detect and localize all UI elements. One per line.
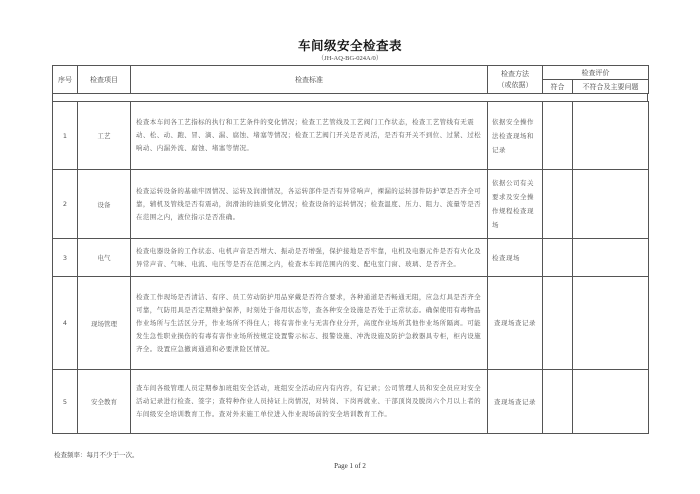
row-nonconform[interactable]: [573, 370, 649, 434]
header-item: 检查项目: [78, 66, 131, 94]
table-row: [53, 370, 649, 434]
row-nonconform[interactable]: [573, 239, 649, 277]
row-item: 设备: [78, 170, 131, 239]
row-no: 4: [53, 277, 78, 370]
row-conform[interactable]: [543, 170, 573, 239]
row-conform[interactable]: [543, 370, 573, 434]
table-row: [53, 277, 649, 370]
page-title: 车间级安全检查表: [297, 38, 402, 53]
header-method: [488, 66, 543, 94]
header-method-line1: 检查方法: [501, 69, 529, 78]
table-row: [53, 239, 649, 277]
row-method: 依据安全操作法检查现场和记录: [488, 102, 543, 170]
row-no: 2: [53, 170, 78, 239]
row-method: 依据公司有关要求及安全操作规程检查现场: [488, 170, 543, 239]
row-item: 现场管理: [78, 277, 131, 370]
row-nonconform[interactable]: [573, 277, 649, 370]
row-nonconform[interactable]: [573, 170, 649, 239]
header-evaluation: 检查评价: [543, 66, 649, 80]
row-standard: 检查本车间各工艺指标的执行和工艺条件的变化情况；检查工艺管线及工艺阀门工作状态，检查工艺管线有无震动、松、动、跑、冒、滴、漏、腐蚀、堵塞等情况；检查工艺阀门开关是否灵活，是否有开关不到位、过紧、过松响动、内漏外流、腐蚀、堵塞等情况。: [131, 102, 488, 170]
table-header: [52, 65, 649, 94]
header-nonconform: 不符合及主要问题: [573, 80, 649, 94]
row-nonconform[interactable]: [573, 102, 649, 170]
row-standard: 检查工作现场是否清洁、有序、员工劳动防护用品穿戴是否符合要求，各种通道是否畅通无阻，应急灯具是否齐全可靠，气防用具是否定期维护保养，时刻处于备用状态等，查各种安全设施是否处于正常状态。确保使用有毒物品作业场所与生活区分开，作业场所不得住人；将有害作业与无害作业分开，高度作业场所其他作业场所隔离。可能发生急性职业损伤的有毒有害作业场所按规定设置警示标志、报警设施、冲洗设施及防护急救器具专柜，柜内设施齐全。设置应急撤离通道和必要泄险区情况。: [131, 277, 488, 370]
row-method: 检查现场: [488, 239, 543, 277]
row-item: 工艺: [78, 102, 131, 170]
row-conform[interactable]: [543, 277, 573, 370]
row-method: 查现场查记录: [488, 370, 543, 434]
header-no: 序号: [53, 66, 78, 94]
header-standard: 检查标准: [131, 66, 488, 94]
table-row: [53, 102, 649, 170]
row-conform[interactable]: [543, 102, 573, 170]
row-standard: 检查运转设备的基础牢固情况、运转及润滑情况，各运转部件是否有异常响声，裸漏的运转部件防护罩是否齐全可靠，辅机及管线是否有震动，润滑油的油质变化情况；检查设备的运转情况；检查温度、压力、阻力、流量等是否在范围之内，液位指示是否准确。: [131, 170, 488, 239]
row-no: 3: [53, 239, 78, 277]
inspection-frequency: 检查频率：每月不少于一次。: [54, 451, 139, 459]
row-conform[interactable]: [543, 239, 573, 277]
page-number: Page 1 of 2: [334, 462, 366, 470]
row-standard: 查车间各级管理人员定期参加班组安全活动，班组安全活动应内有内容，有记录；公司管理人员和安全员应对安全活动记录进行检查、签字；查特种作业人员持证上岗情况，对转岗、下岗再就业、干部顶岗及脱岗六个月以上者的车间级安全培训教育工作。查对外来施工单位进入作业现场前的安全培训教育工作。: [131, 370, 488, 434]
table-spacer: [52, 93, 648, 101]
row-standard: 检查电器设备的工作状态、电机声音是否增大、振动是否增强，保护接地是否牢靠，电机及电器元件是否有火化及异常声音、气味、电流、电压等是否在范围之内，检查本车间范围内的变、配电室门窗、玻璃、是否齐全。: [131, 239, 488, 277]
header-method-line2: （或依据）: [497, 80, 533, 89]
row-item: 电气: [78, 239, 131, 277]
row-no: 5: [53, 370, 78, 434]
row-item: 安全教育: [78, 370, 131, 434]
row-no: 1: [53, 102, 78, 170]
document-number: （JH-AQ-BG-024A/0）: [317, 55, 383, 62]
header-conform: 符合: [543, 80, 573, 94]
table-row: [53, 170, 649, 239]
row-method: 查现场查记录: [488, 277, 543, 370]
inspection-table: [52, 101, 649, 434]
